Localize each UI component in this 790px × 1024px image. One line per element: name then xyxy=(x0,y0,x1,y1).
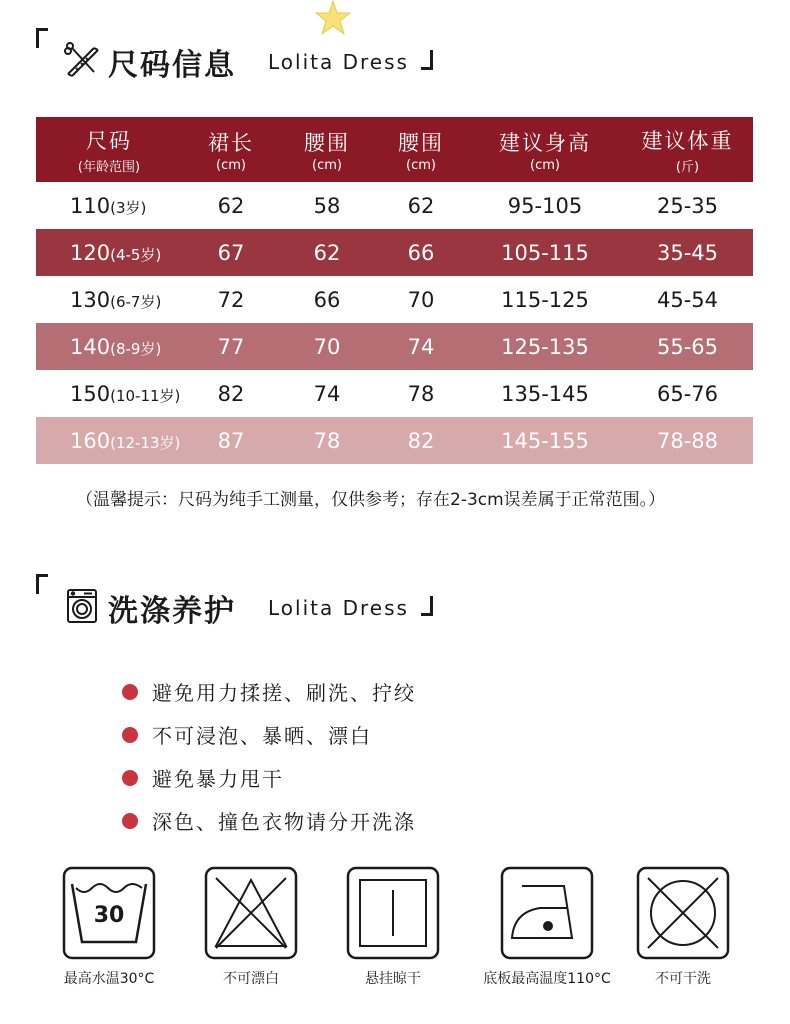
scissors-ruler-icon xyxy=(64,42,100,78)
washing-machine-icon xyxy=(64,588,100,624)
bullet-dot xyxy=(122,727,138,743)
care-list xyxy=(122,670,416,842)
table-row: 140(8-9岁) 77 70 74 125-135 55-65 xyxy=(36,323,753,370)
header-size: 尺码 (年龄范围) xyxy=(77,128,141,175)
size-table xyxy=(36,117,753,464)
care-symbol: 不可干洗 xyxy=(636,866,730,988)
table-header xyxy=(36,117,753,182)
care-section-title: 洗涤养护 xyxy=(108,594,236,629)
table-row: 130(6-7岁) 72 66 70 115-125 45-54 xyxy=(36,276,753,323)
care-section-subtitle: Lolita Dress xyxy=(268,596,409,620)
bracket-open xyxy=(36,28,48,48)
header-height: 建议身高 (cm) xyxy=(499,130,591,173)
list-item: 避免用力揉搓、刷洗、拧绞 xyxy=(122,670,416,713)
bullet-dot xyxy=(122,684,138,700)
header-waist-2: 腰围 (cm) xyxy=(398,130,444,173)
bullet-dot xyxy=(122,770,138,786)
care-symbol: 不可漂白 xyxy=(204,866,298,988)
header-waist-1: 腰围 (cm) xyxy=(304,130,350,173)
table-row: 160(12-13岁) 87 78 82 145-155 78-88 xyxy=(36,417,753,464)
line-dry-icon xyxy=(346,866,440,960)
list-item: 避免暴力甩干 xyxy=(122,756,416,799)
table-row: 150(10-11岁) 82 74 78 135-145 65-76 xyxy=(36,370,753,417)
care-symbols xyxy=(62,866,742,996)
care-section-header xyxy=(36,574,456,634)
header-length: 裙长 (cm) xyxy=(208,130,254,173)
list-item: 不可浸泡、暴晒、漂白 xyxy=(122,713,416,756)
table-row: 120(4-5岁) 67 62 66 105-115 35-45 xyxy=(36,229,753,276)
size-section-subtitle: Lolita Dress xyxy=(268,50,409,74)
table-row: 110(3岁) 62 58 62 95-105 25-35 xyxy=(36,182,753,229)
care-symbol: 悬挂晾干 xyxy=(346,866,440,988)
svg-text:30: 30 xyxy=(93,903,125,928)
no-bleach-icon xyxy=(204,866,298,960)
iron-medium-icon xyxy=(500,866,594,960)
care-symbol: 30 最高水温30°C xyxy=(62,866,156,988)
care-symbol: 底板最高温度110°C xyxy=(470,866,624,988)
size-section-header xyxy=(36,28,456,88)
wash-30-icon xyxy=(62,866,156,960)
no-dry-clean-icon xyxy=(636,866,730,960)
size-section-title: 尺码信息 xyxy=(108,48,236,83)
bracket-close xyxy=(421,50,433,70)
bracket-open xyxy=(36,574,48,594)
size-note: （温馨提示：尺码为纯手工测量，仅供参考；存在2-3cm误差属于正常范围。） xyxy=(76,490,666,510)
bracket-close xyxy=(421,596,433,616)
bullet-dot xyxy=(122,813,138,829)
list-item: 深色、撞色衣物请分开洗涤 xyxy=(122,799,416,842)
header-weight: 建议体重 (斤) xyxy=(641,128,734,175)
